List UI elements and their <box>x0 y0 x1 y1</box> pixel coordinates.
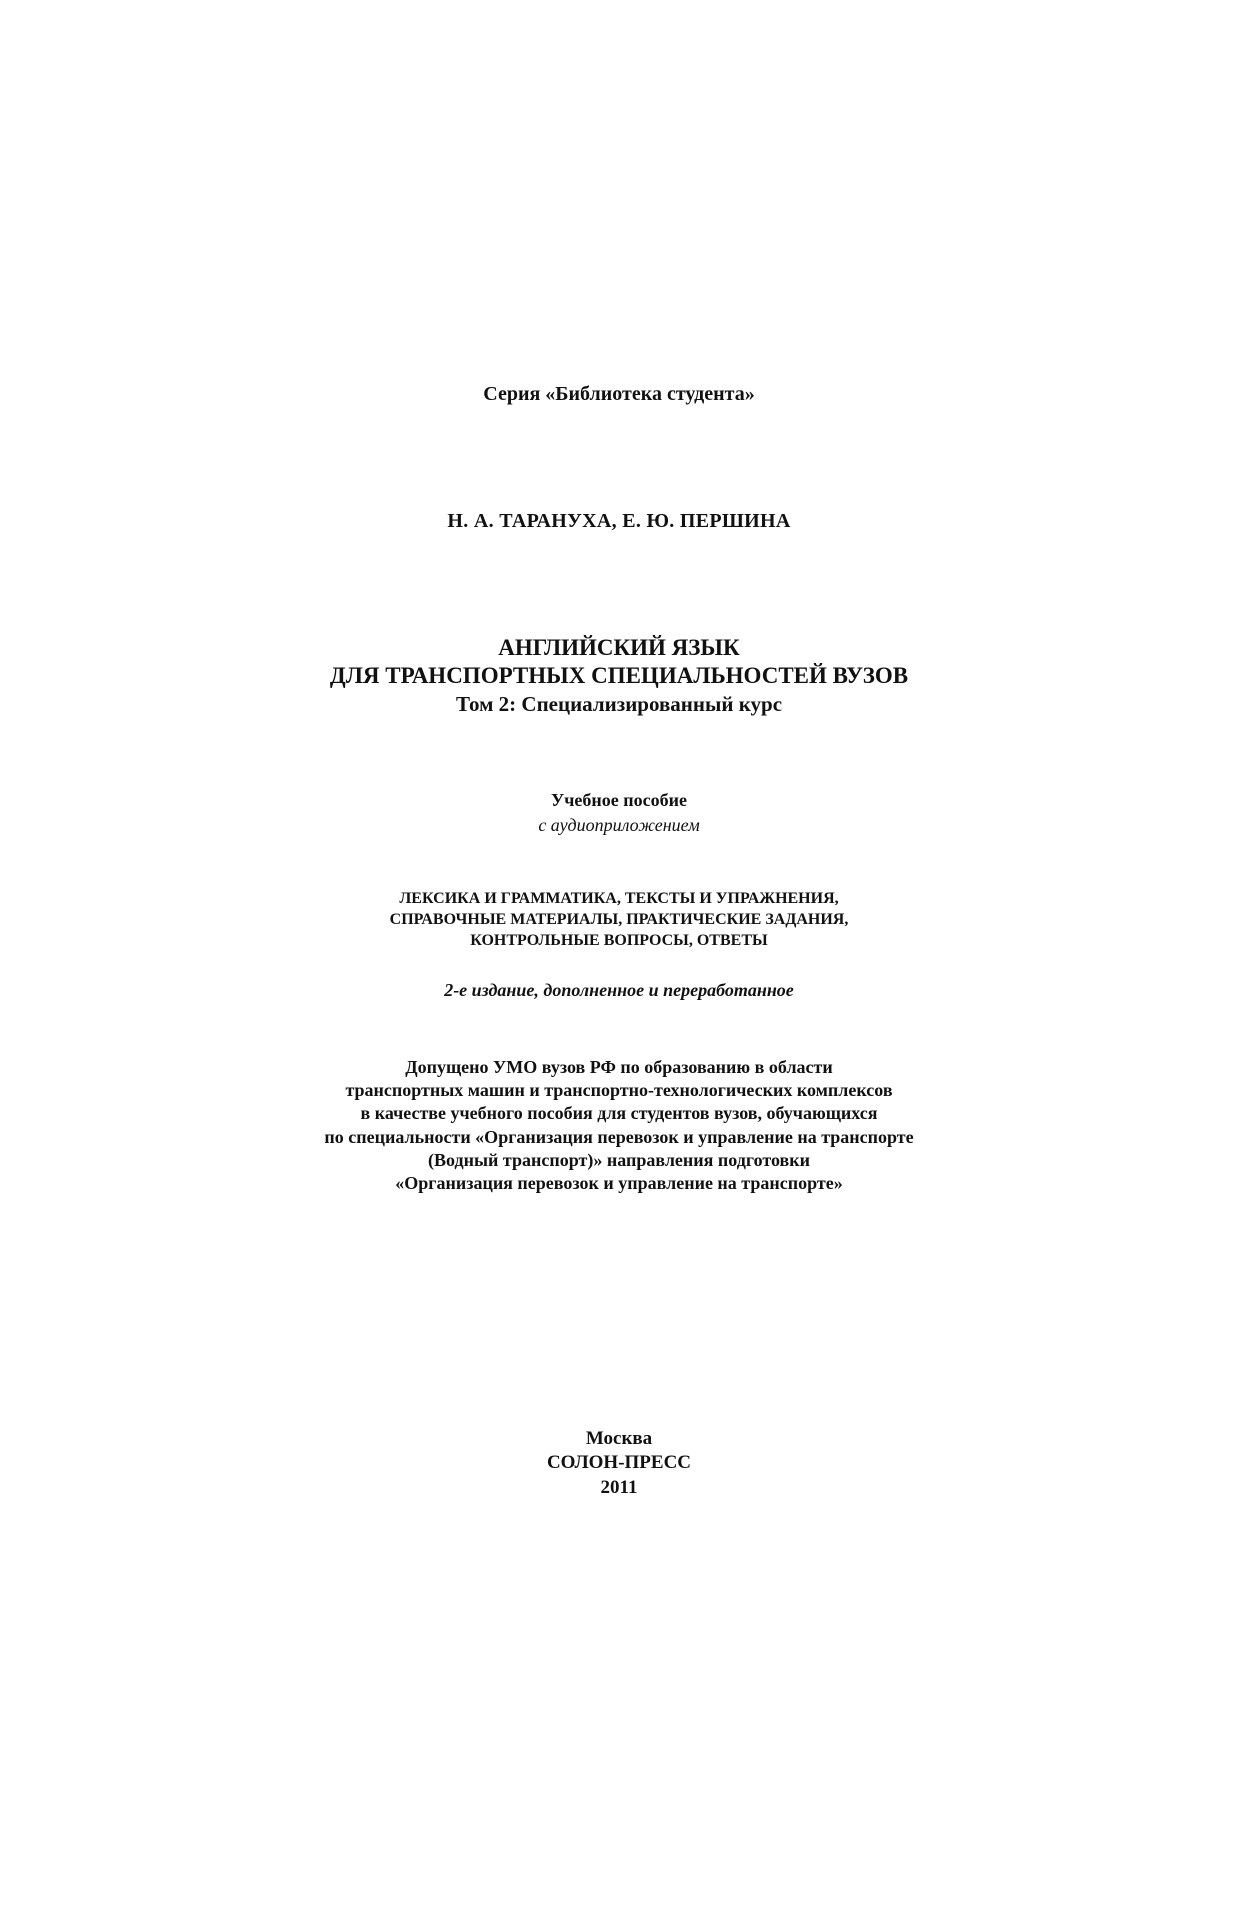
book-title-line-2: ДЛЯ ТРАНСПОРТНЫХ СПЕЦИАЛЬНОСТЕЙ ВУЗОВ <box>329 663 909 688</box>
publication-supplement: с аудиоприложением <box>538 815 700 835</box>
series-name: Серия «Библиотека студента» <box>483 383 755 405</box>
imprint-year: 2011 <box>600 1477 638 1498</box>
contents-line: ЛЕКСИКА И ГРАММАТИКА, ТЕКСТЫ И УПРАЖНЕНИЯ, <box>399 890 839 907</box>
imprint-city: Москва <box>585 1428 653 1449</box>
edition-note: 2-е издание, дополненное и переработанное <box>444 980 794 1000</box>
imprint-publisher: СОЛОН-ПРЕСС <box>546 1452 692 1473</box>
approval-line: по специальности «Организация перевозок и управление на транспорте <box>324 1127 914 1147</box>
approval-line: Допущено УМО вузов РФ по образованию в области <box>405 1057 833 1077</box>
approval-line: «Организация перевозок и управление на транспорте» <box>395 1173 843 1193</box>
approval-line: в качестве учебного пособия для студентов вузов, обучающихся <box>360 1103 878 1123</box>
book-title-line-1: АНГЛИЙСКИЙ ЯЗЫК <box>498 635 740 660</box>
approval-line: транспортных машин и транспортно-технологических комплексов <box>345 1080 893 1100</box>
contents-line: КОНТРОЛЬНЫЕ ВОПРОСЫ, ОТВЕТЫ <box>470 932 768 949</box>
approval-line: (Водный транспорт)» направления подготовки <box>428 1150 810 1170</box>
contents-line: СПРАВОЧНЫЕ МАТЕРИАЛЫ, ПРАКТИЧЕСКИЕ ЗАДАНИЯ, <box>389 911 849 928</box>
publication-type: Учебное пособие <box>551 790 687 810</box>
volume-title: Том 2: Специализированный курс <box>455 692 783 716</box>
authors: Н. А. ТАРАНУХА, Е. Ю. ПЕРШИНА <box>447 510 791 532</box>
